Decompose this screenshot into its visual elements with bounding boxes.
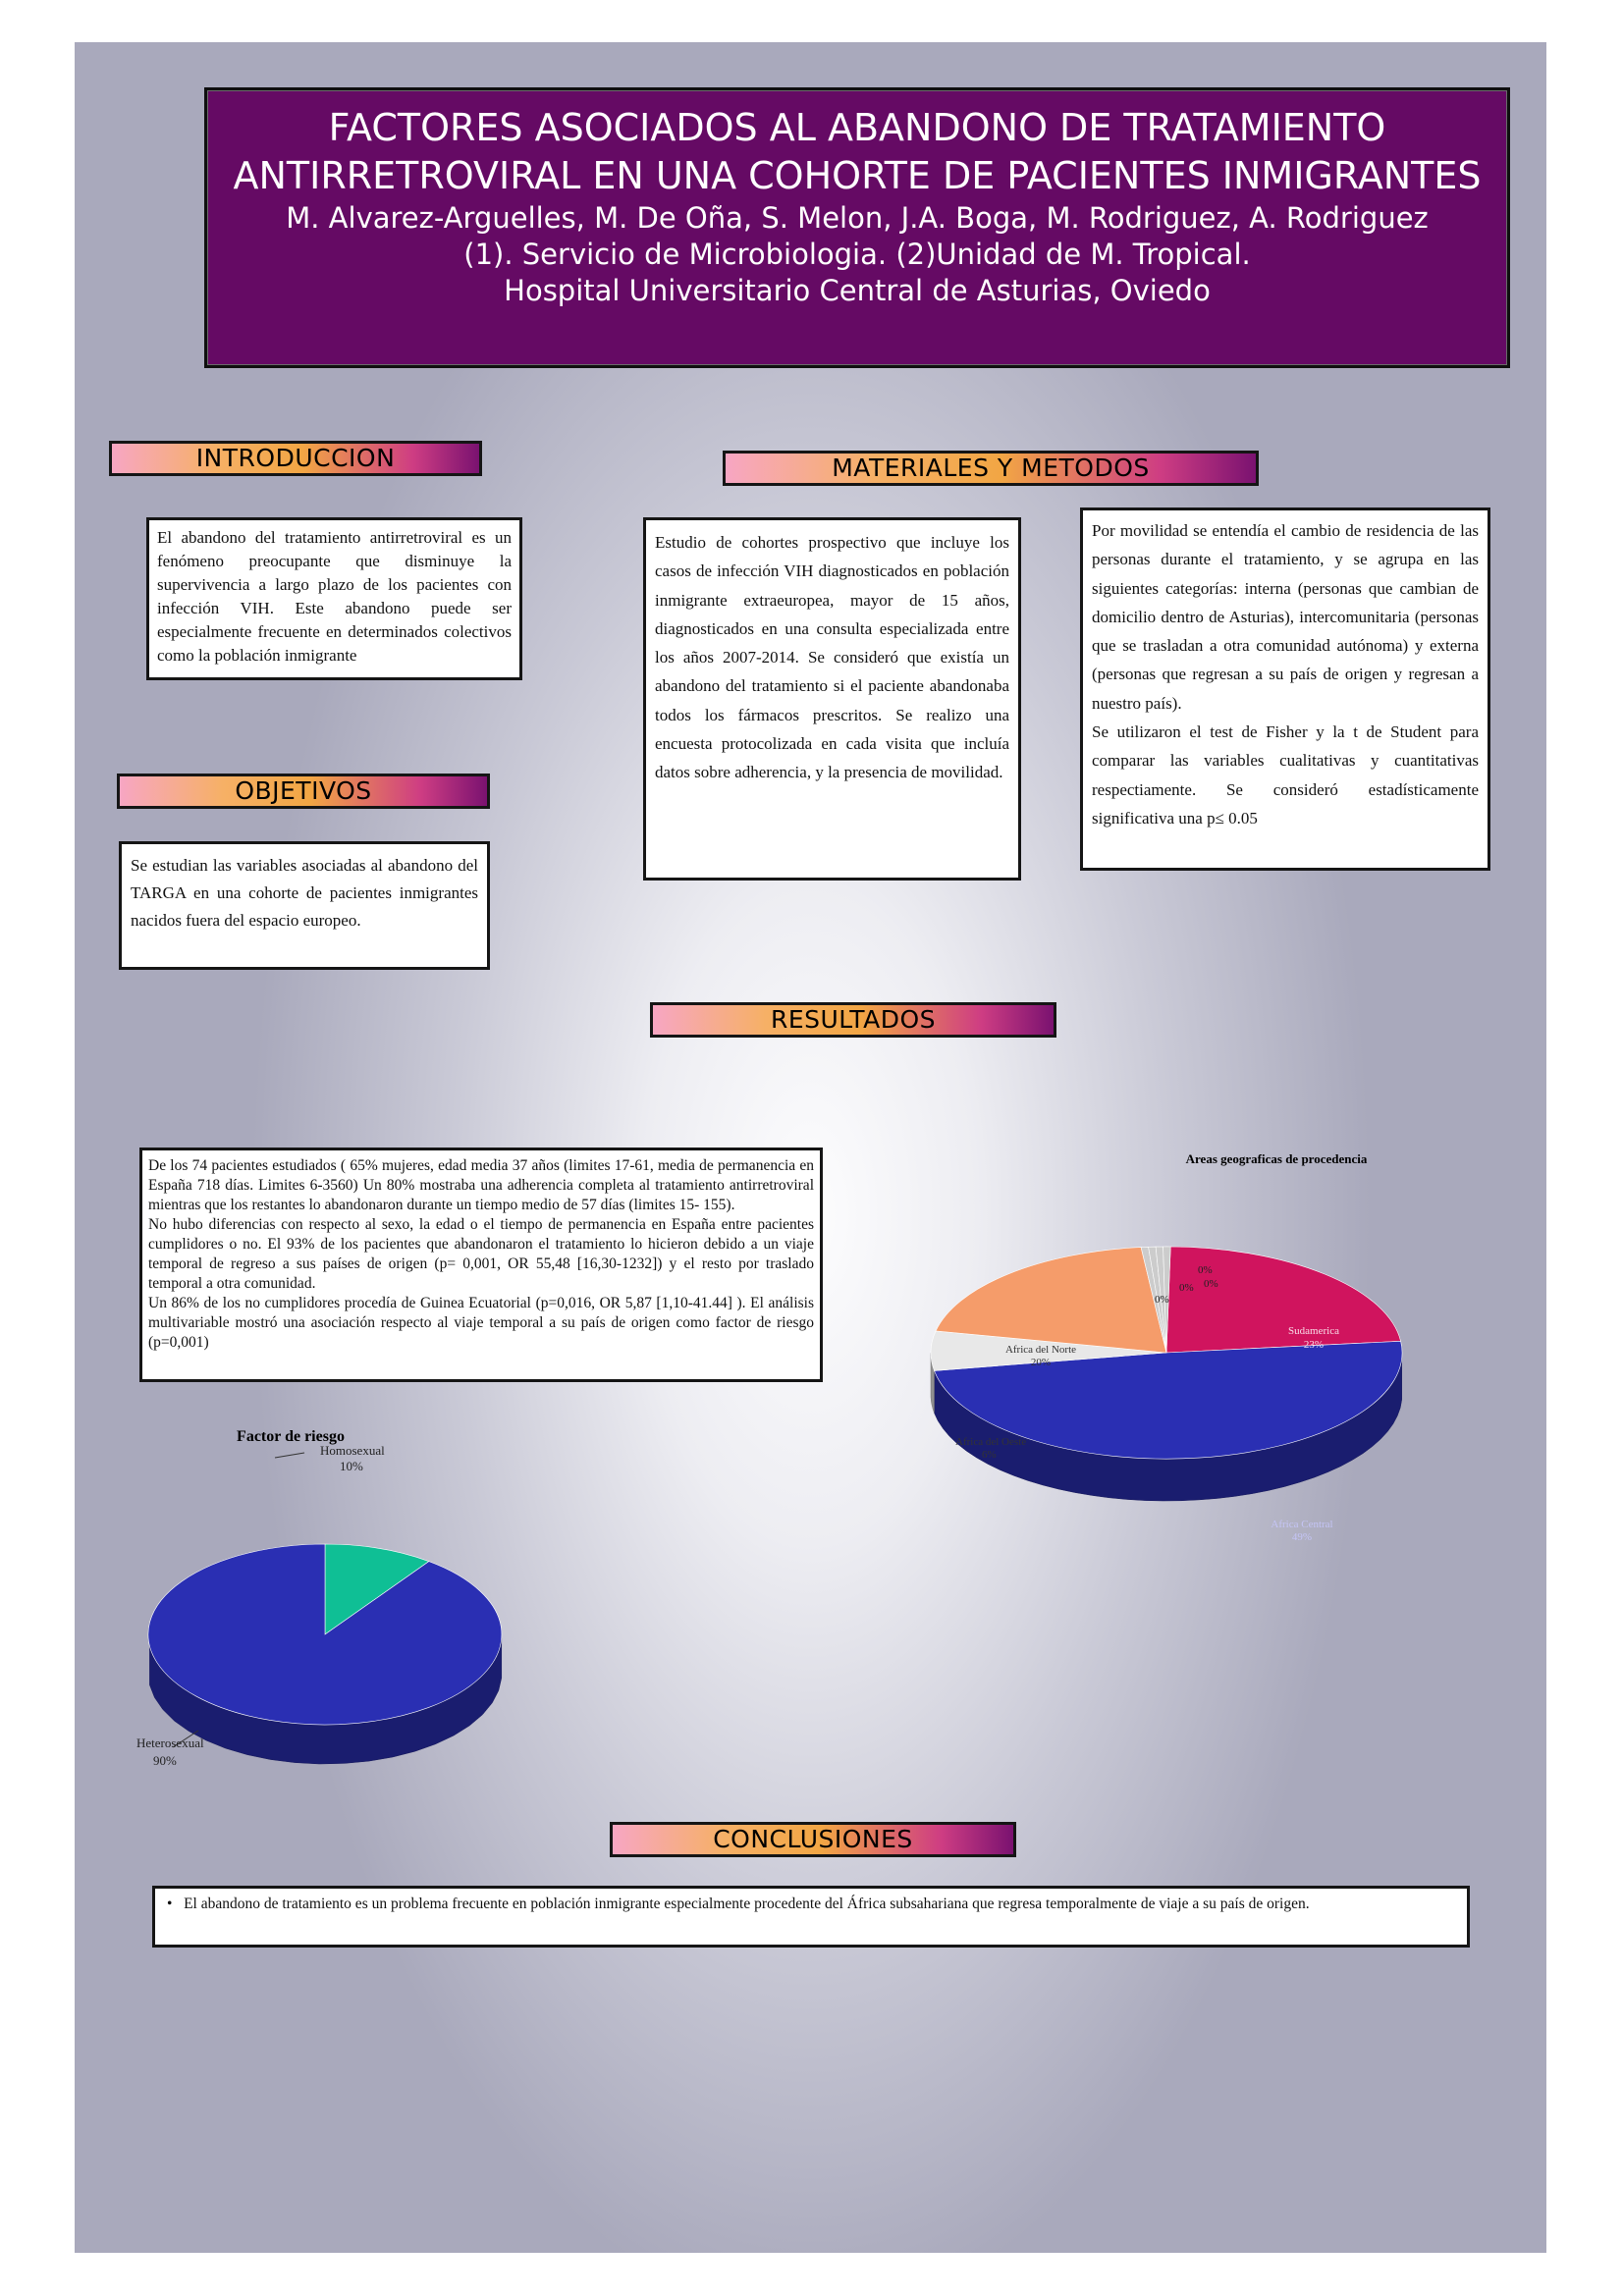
geo-label-africa-central: Africa Central xyxy=(1271,1519,1333,1530)
introduccion-header: INTRODUCCION xyxy=(109,441,482,476)
geo-label-sudamerica: Sudamerica xyxy=(1288,1325,1339,1337)
geo-pct-small-1: 0% xyxy=(1198,1264,1213,1276)
geo-pct-small-3: 0% xyxy=(1204,1278,1218,1290)
objetivos-text-box xyxy=(119,841,490,970)
objetivos-header: OBJETIVOS xyxy=(117,774,490,809)
risk-label-heterosexual: Heterosexual xyxy=(136,1735,204,1750)
geo-chart-title: Areas geograficas de procedencia xyxy=(1185,1151,1368,1166)
objetivos-text: Se estudian las variables asociadas al abandono del TARGA en una cohorte de pacientes inmigrantes nacidos fuera del espacio europeo. xyxy=(131,856,478,930)
risk-pie-group xyxy=(148,1544,502,1764)
geo-slice-0 xyxy=(1166,1247,1401,1353)
geo-pie-group xyxy=(931,1247,1402,1501)
conclusiones-bullet-icon: • xyxy=(167,1896,185,1912)
poster-title: FACTORES ASOCIADOS AL ABANDONO DE TRATAMIENTO ANTIRRETROVIRAL EN UNA COHORTE DE PACIENTES INMIGRANTES xyxy=(233,106,1482,197)
materiales-header: MATERIALES Y METODOS xyxy=(723,451,1259,486)
poster-affiliation-2: Hospital Universitario Central de Asturias, Oviedo xyxy=(504,274,1211,307)
materiales-text-2a: Por movilidad se entendía el cambio de residencia de las personas durante el tratamiento, y se agrupa en las siguientes categorías: interna (personas que cambian de domicilio dentro de Asturias), intercomunitaria (personas que se trasladan a otra comunidad autónoma) y externa (personas que regresan a su país de origen y regresan a nuestro país). xyxy=(1092,521,1479,713)
geographic-areas-pie-chart xyxy=(931,1142,1530,1642)
resultados-text-2: No hubo diferencias con respecto al sexo, la edad o el tiempo de permanencia en España entre pacientes cumplidores o no. El 93% de los pacientes que abandonaron el tratamiento lo hicieron debido a un viaje temporal de regreso a sus países de origen (p= 0,001, OR 55,48 [16,30-1232]) y el resto por traslado temporal a otra comunidad. xyxy=(148,1216,814,1292)
materiales-text-box-1 xyxy=(643,517,1021,881)
resultados-text-1: De los 74 pacientes estudiados ( 65% mujeres, edad media 37 años (limites 17-61, media de permanencia en España 718 días. Limites 6-3560) Un 80% mostraba una adherencia completa al tratamiento antirretroviral mientras que los restantes lo abandonaron durante un tiempo medio de 57 días (limites 15- 155). xyxy=(148,1157,814,1213)
conclusiones-text-box xyxy=(152,1886,1470,1948)
risk-factor-pie-chart xyxy=(136,1416,664,1809)
resultados-text-3: Un 86% de los no cumplidores procedía de Guinea Ecuatorial (p=0,016, OR 5,87 [1,10-41.44] ). El análisis multivariable mostró una asociación respecto al viaje temporal a su país de origen como factor de riesgo (p=0,001) xyxy=(148,1295,814,1351)
risk-leader-homosexual xyxy=(275,1453,304,1458)
risk-pct-homosexual: 10% xyxy=(340,1459,363,1473)
poster-title-banner xyxy=(204,87,1510,368)
materiales-text-box-2 xyxy=(1080,507,1490,871)
introduccion-text-box xyxy=(146,517,522,680)
geo-pct-africa-norte: 20% xyxy=(1030,1357,1052,1368)
risk-chart-title: Factor de riesgo xyxy=(237,1428,345,1445)
materiales-text-1: Estudio de cohortes prospectivo que incluye los casos de infección VIH diagnosticados en población inmigrante extraeuropea, mayor de 15 años, diagnosticados en una consulta especializada entre los años 2007-2014. Se consideró que existía un abandono del tratamiento si el paciente abandonaba todos los fármacos prescritos. Se realizo una encuesta protocolizada en cada visita que incluía datos sobre adherencia, y la presencia de movilidad. xyxy=(655,533,1009,782)
resultados-text-box xyxy=(139,1148,823,1382)
geo-pct-small-4: 0% xyxy=(1155,1294,1169,1306)
geo-label-africa-norte: Africa del Norte xyxy=(1004,1344,1077,1356)
geo-pct-africa-central: 49% xyxy=(1291,1531,1313,1543)
materiales-text-2b: Se utilizaron el test de Fisher y la t de Student para comparar las variables cualitativas y cuantitativas respectiamente. Se consideró estadísticamente significativa una p≤ 0.05 xyxy=(1092,722,1479,828)
geo-label-africa-oeste: Africa del Oeste xyxy=(955,1436,1027,1448)
poster-affiliation-1: (1). Servicio de Microbiologia. (2)Unidad de M. Tropical. xyxy=(463,238,1251,271)
risk-label-homosexual: Homosexual xyxy=(320,1443,385,1458)
poster-background xyxy=(75,42,1546,2253)
risk-slice-1 xyxy=(148,1544,502,1725)
geo-pct-small-2: 0% xyxy=(1179,1282,1194,1294)
risk-pct-heterosexual: 90% xyxy=(153,1753,177,1768)
conclusiones-header: CONCLUSIONES xyxy=(610,1822,1016,1857)
introduccion-text: El abandono del tratamiento antirretroviral es un fenómeno preocupante que disminuye la supervivencia a largo plazo de los pacientes con infección VIH. Este abandono puede ser especialmente frecuente en determinados colectivos como la población inmigrante xyxy=(157,528,512,665)
geo-pct-sudamerica: 23% xyxy=(1303,1339,1325,1351)
poster-authors: M. Alvarez-Arguelles, M. De Oña, S. Melon, J.A. Boga, M. Rodriguez, A. Rodriguez xyxy=(286,201,1429,235)
resultados-header: RESULTADOS xyxy=(650,1002,1056,1038)
conclusiones-text: El abandono de tratamiento es un problema frecuente en población inmigrante especialmente procedente del África subsahariana que regresa temporalmente de viaje a su país de origen. xyxy=(184,1896,1310,1912)
geo-pct-africa-oeste: 6% xyxy=(982,1449,997,1461)
